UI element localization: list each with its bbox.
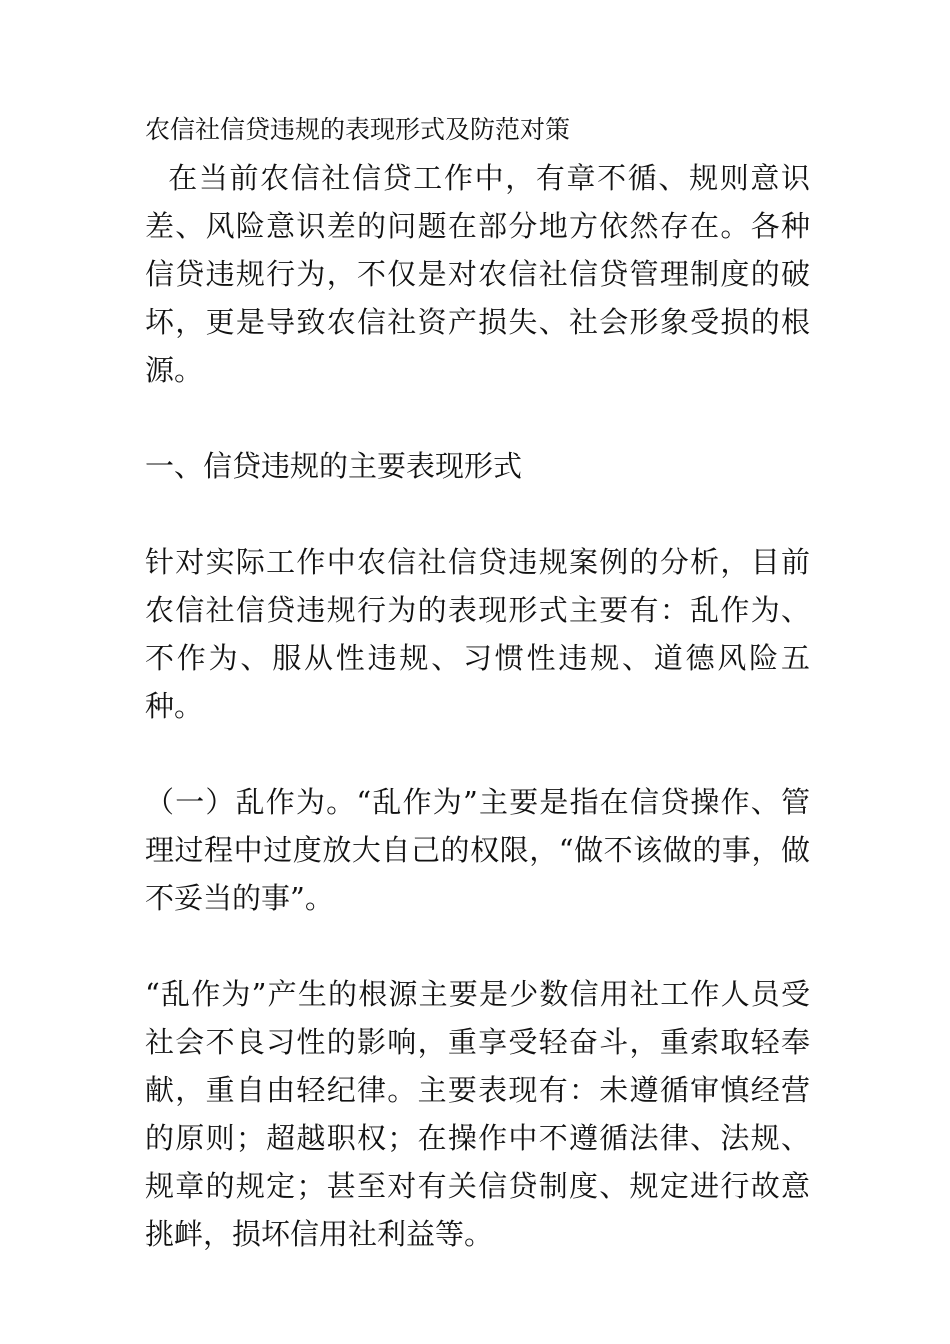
section-paragraph: 针对实际工作中农信社信贷违规案例的分析，目前农信社信贷违规行为的表现形式主要有：乱作为、不作为、服从性违规、习惯性违规、道德风险五种。 [145,545,810,723]
section-heading: 一、信贷违规的主要表现形式 [145,449,523,483]
paragraph-spacer [145,730,810,778]
document-title: 农信社信贷违规的表现形式及防范对策 [145,115,571,144]
document-body [145,106,810,1258]
subsection-detail-paragraph: “乱作为”产生的根源主要是少数信用社工作人员受社会不良习性的影响，重享受轻奋斗，重索取轻奉献，重自由轻纪律。主要表现有：未遵循审慎经营的原则；超越职权；在操作中不遵循法律、法规、规章的规定；甚至对有关信贷制度、规定进行故意挑衅，损坏信用社利益等。 [145,977,810,1251]
paragraph-spacer [145,490,810,538]
subsection-paragraph: （一）乱作为。“乱作为”主要是指在信贷操作、管理过程中过度放大自己的权限，“做不该做的事，做不妥当的事”。 [145,785,810,915]
paragraph-spacer [145,922,810,970]
paragraph-spacer [145,394,810,442]
intro-paragraph: 在当前农信社信贷工作中，有章不循、规则意识差、风险意识差的问题在部分地方依然存在。各种信贷违规行为，不仅是对农信社信贷管理制度的破坏，更是导致农信社资产损失、社会形象受损的根源。 [145,161,810,387]
